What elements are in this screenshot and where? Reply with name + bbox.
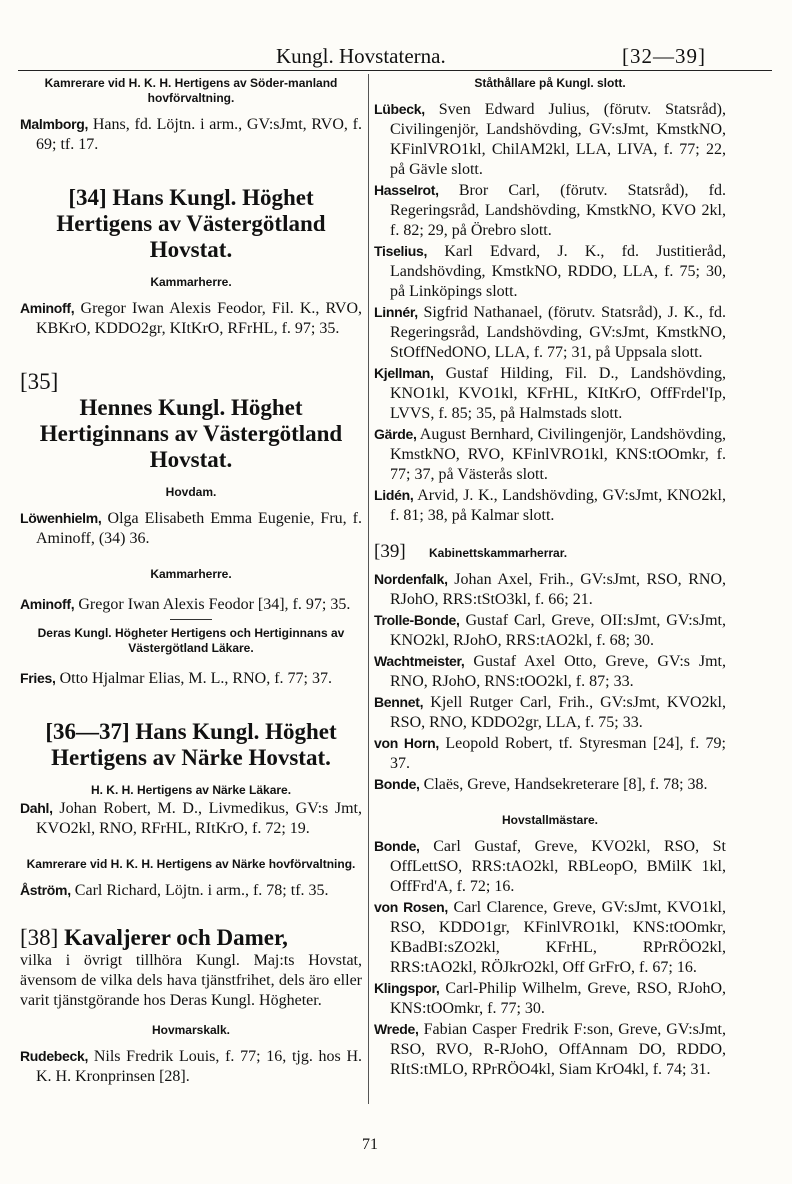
section-36-37-title: [36—37] Hans Kungl. Höghet Hertigens av Närke Hovstat.	[45, 719, 337, 770]
person-details: Otto Hjalmar Elias, M. L., RNO, f. 77; 37.	[59, 670, 332, 687]
list-item: von Horn, Leopold Robert, tf. Styresman [24], f. 79; 37.	[374, 735, 726, 772]
list-item: Wachtmeister, Gustaf Axel Otto, Greve, GV:s Jmt, RNO, RJohO, RNS:tOO2kl, f. 87; 33.	[374, 653, 727, 690]
hovmarskalk-heading: Hovmarskalk.	[151, 1023, 231, 1037]
left-column	[20, 76, 362, 1087]
narke-lakare-heading: H. K. H. Hertigens av Närke Läkare.	[90, 783, 292, 797]
kabinettskammarherrar-list	[374, 569, 726, 795]
stathallare-heading: Ståthållare på Kungl. slott.	[474, 76, 626, 90]
person-details: Carl Richard, Löjtn. i arm., f. 78; tf. 35.	[74, 882, 329, 899]
list-item: Hasselrot, Bror Carl, (förutv. Statsråd), fd. Regeringsråd, Landshövding, KmstkNO, KVO 2kl, f. 82; 29, på Örebro slott.	[374, 182, 727, 239]
list-item: Klingspor, Carl-Philip Wilhelm, Greve, RSO, RJohO, KNS:tOOmkr, f. 77; 30.	[374, 980, 727, 1017]
section-range: [32—39]	[622, 44, 706, 68]
list-item: Trolle-Bonde, Gustaf Carl, Greve, OII:sJmt, GV:sJmt, KNO2kl, RJohO, RRS:tAO2kl, f. 68; 30.	[374, 612, 727, 649]
section-34-title: [34] Hans Kungl. Höghet Hertigens av Västergötland Hovstat.	[56, 185, 326, 262]
person-details: Olga Elisabeth Emma Eugenie, Fru, f. Aminoff, (34) 36.	[36, 510, 363, 547]
person-name: Dahl,	[20, 800, 53, 816]
list-item: Bonde, Carl Gustaf, Greve, KVO2kl, RSO, St OffLettSO, RRS:tAO2kl, RBLeopO, BMilK 1kl, OffFrd'A, f. 72; 16.	[374, 838, 726, 895]
stathallare-list	[374, 99, 726, 526]
list-item: Linnér, Sigfrid Nathanael, (förutv. Statsråd), J. K., fd. Regeringsråd, Landshövding, GV:sJmt, KmstkNO, StOffNedONO, LLA, f. 77; 31, på Uppsala slott.	[374, 304, 727, 361]
list-item	[20, 508, 362, 549]
list-item	[20, 668, 362, 689]
kamrerare-narke-heading: Kamrerare vid H. K. H. Hertigens av Närke hovförvaltning.	[26, 857, 356, 871]
list-item: Nordenfalk, Johan Axel, Frih., GV:sJmt, RSO, RNO, RJohO, RRS:tStO3kl, f. 66; 21.	[374, 571, 726, 608]
list-item: Bennet, Kjell Rutger Carl, Frih., GV:sJmt, KVO2kl, RSO, RNO, KDDO2gr, LLA, f. 75; 33.	[374, 694, 727, 731]
list-item: Tiselius, Karl Edvard, J. K., fd. Justitieråd, Landshövding, KmstkNO, RDDO, LLA, f. 75; 30, på Linköpings slott.	[374, 243, 726, 300]
person-details: Gregor Iwan Alexis Feodor, Fil. K., RVO, KBKrO, KDDO2gr, KItKrO, RFrHL, f. 97; 35.	[36, 300, 363, 337]
list-item: Kjellman, Gustaf Hilding, Fil. D., Landshövding, KNO1kl, KVO1kl, KFrHL, KItKrO, OffFrdel'Ip, LVVS, f. 85; 35, på Halmstads slott.	[374, 365, 727, 422]
person-name: Åström,	[20, 882, 71, 898]
list-item: Bonde, Claës, Greve, Handsekreterare [8], f. 78; 38.	[374, 776, 708, 793]
person-details: Johan Robert, M. D., Livmedikus, GV:s Jmt, KVO2kl, RNO, RFrHL, RItKrO, f. 72; 19.	[36, 800, 362, 837]
lakare-heading: Deras Kungl. Högheter Hertigens och Hertiginnans av Västergötland Läkare.	[37, 626, 345, 655]
person-details: Nils Fredrik Louis, f. 77; 16, tjg. hos H. K. H. Kronprinsen [28].	[36, 1048, 363, 1085]
person-name: Aminoff,	[20, 300, 75, 316]
list-item: Gärde, August Bernhard, Civilingenjör, Landshövding, KmstkNO, RVO, KFinlVRO1kl, KNS:tOOmkr, f. 77; 37, på Västerås slott.	[374, 426, 726, 483]
person-details: Gregor Iwan Alexis Feodor [34], f. 97; 35.	[78, 596, 351, 613]
list-item	[20, 880, 362, 901]
list-item	[20, 1046, 362, 1087]
list-item	[20, 114, 362, 155]
person-details: Hans, fd. Löjtn. i arm., GV:sJmt, RVO, f. 69; tf. 17.	[36, 116, 363, 153]
page-header	[0, 44, 792, 76]
person-name: Fries,	[20, 670, 56, 686]
person-name: Aminoff,	[20, 596, 75, 612]
section-35-number: [35]	[20, 369, 59, 394]
list-item	[20, 798, 362, 839]
hovstallmastare-list	[374, 836, 726, 1080]
kamrerare-sodermanland-heading: Kamrerare vid H. K. H. Hertigens av Söder-manland hovförvaltning.	[44, 76, 338, 105]
header-rule	[18, 70, 772, 71]
list-item	[20, 298, 362, 339]
page-number: 71	[362, 1136, 378, 1153]
kammarherre-heading: Kammarherre.	[150, 567, 232, 581]
divider	[170, 619, 212, 620]
list-item: Lübeck, Sven Edward Julius, (förutv. Statsråd), Civilingenjör, Landshövding, GV:sJmt, KmstkNO, KFinlVRO1kl, ChilAM2kl, LLA, LIVA, f. 77; 22, på Gävle slott.	[374, 101, 726, 178]
right-column	[374, 76, 726, 1080]
hovstallmastare-heading: Hovstallmästare.	[501, 813, 599, 827]
person-name: Malmborg,	[20, 116, 89, 132]
section-38-body: vilka i övrigt tillhöra Kungl. Maj:ts Hovstat, ävensom de vilka dels hava tjänstfrihet, dels äro eller varit tjänstgörande hos Deras Kungl. Högheter.	[20, 952, 362, 1009]
list-item: von Rosen, Carl Clarence, Greve, GV:sJmt, KVO1kl, RSO, KDDO1gr, KFinlVRO1kl, KNS:tOOmkr, KBadBI:sZO2kl, KFrHL, RPrRÖO2kl, RRS:tAO2kl, RÖJkrO2kl, Off GrFrO, f. 67; 16.	[374, 899, 726, 976]
kammarherre-heading: Kammarherre.	[150, 275, 232, 289]
person-name: Rudebeck,	[20, 1048, 89, 1064]
section-39-heading: [39] Kabinettskammarherrar.	[374, 541, 568, 562]
list-item: Wrede, Fabian Casper Fredrik F:son, Greve, GV:sJmt, RSO, RVO, R-RJohO, OffAnnam DO, RDDO, RItS:tMLO, RPrRÖO4kl, Siam KrO4kl, f. 74; 31.	[374, 1021, 727, 1078]
section-35-title: Hennes Kungl. Höghet Hertiginnans av Västergötland Hovstat.	[39, 395, 343, 472]
column-divider	[368, 74, 369, 1104]
list-item: Lidén, Arvid, J. K., Landshövding, GV:sJmt, KNO2kl, f. 81; 38, på Kalmar slott.	[374, 487, 726, 524]
hovdam-heading: Hovdam.	[165, 485, 217, 499]
person-name: Löwenhielm,	[20, 510, 102, 526]
list-item	[20, 594, 362, 615]
running-title: Kungl. Hovstaterna.	[276, 44, 446, 68]
section-38-title: [38] Kavaljerer och Damer,	[20, 925, 288, 950]
